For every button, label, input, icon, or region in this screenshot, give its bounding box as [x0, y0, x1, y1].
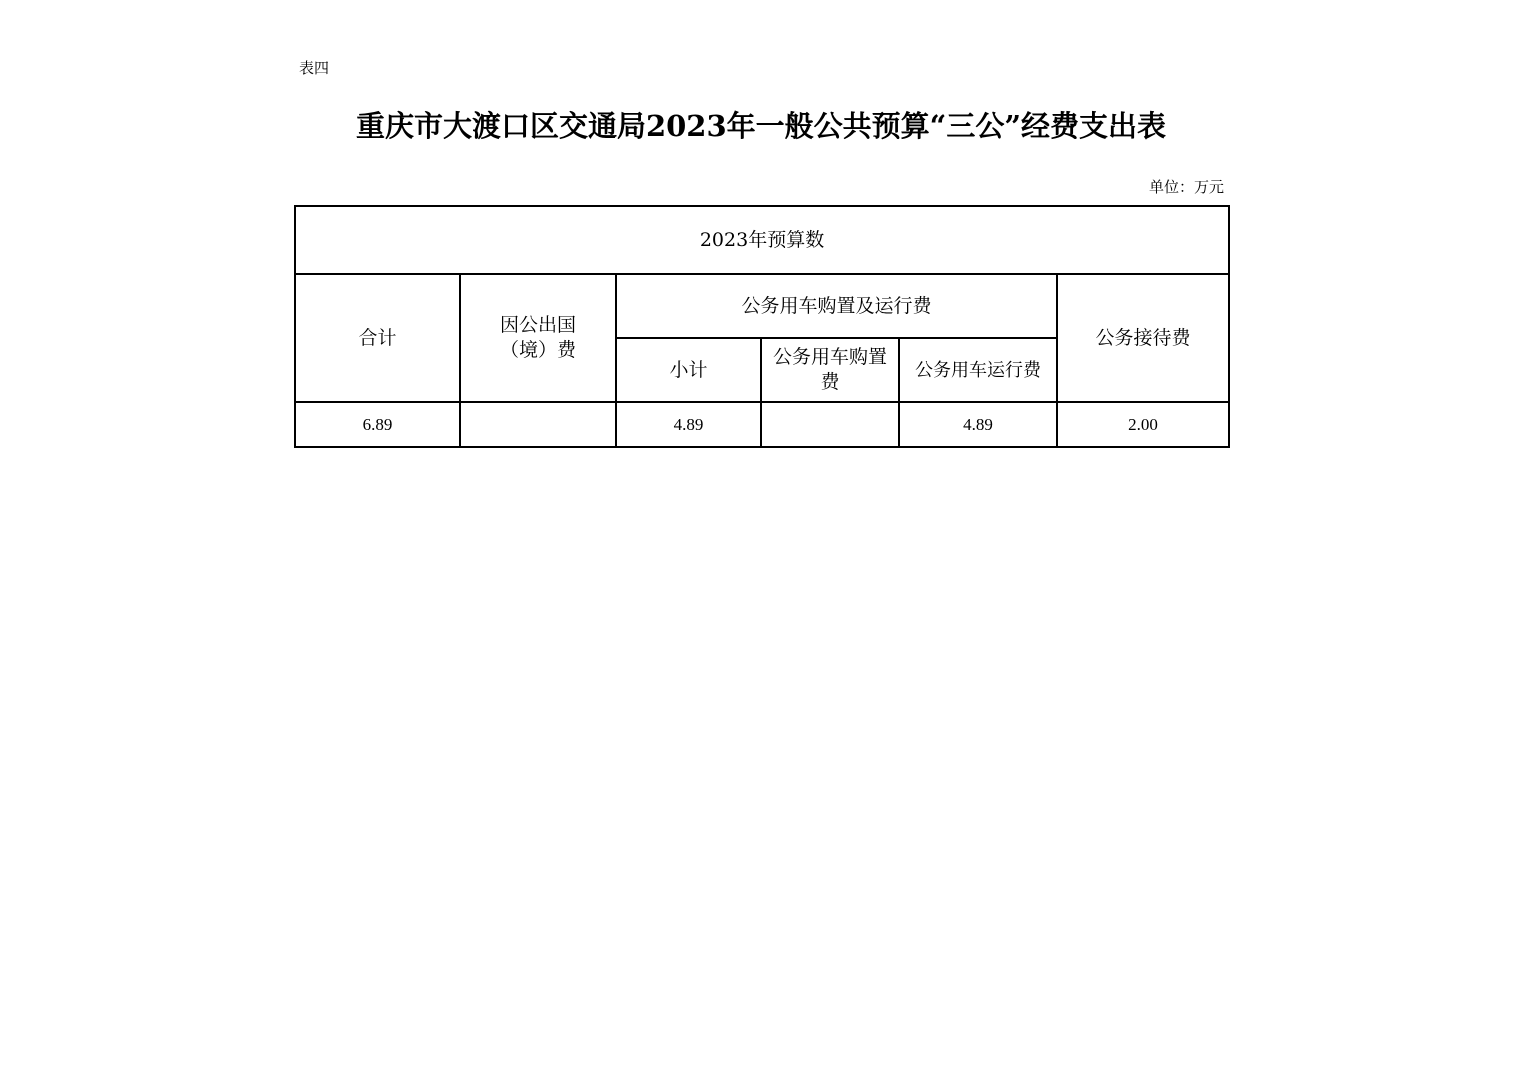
value-vehicle-purchase: [761, 402, 899, 447]
table-number: 表四: [299, 59, 330, 77]
header-reception: 公务接待费: [1057, 274, 1229, 402]
header-overseas-trip: 因公出国（境）费: [460, 274, 616, 402]
unit-label: 单位：万元: [1148, 178, 1224, 196]
value-vehicle-subtotal: 4.89: [616, 402, 761, 447]
value-vehicle-operation: 4.89: [899, 402, 1057, 447]
header-vehicle-operation: 公务用车运行费: [899, 338, 1057, 402]
three-public-expenses-table: [294, 205, 1230, 448]
header-vehicle-group: 公务用车购置及运行费: [616, 274, 1057, 338]
page-title: 重庆市大渡口区交通局2023年一般公共预算“三公”经费支出表: [355, 109, 1167, 143]
header-total: 合计: [295, 274, 460, 402]
value-overseas-trip: [460, 402, 616, 447]
value-total: 6.89: [295, 402, 460, 447]
header-vehicle-purchase: 公务用车购置费: [761, 338, 899, 402]
value-reception: 2.00: [1057, 402, 1229, 447]
header-vehicle-subtotal: 小计: [616, 338, 761, 402]
budget-year-header: 2023年预算数: [295, 206, 1229, 274]
